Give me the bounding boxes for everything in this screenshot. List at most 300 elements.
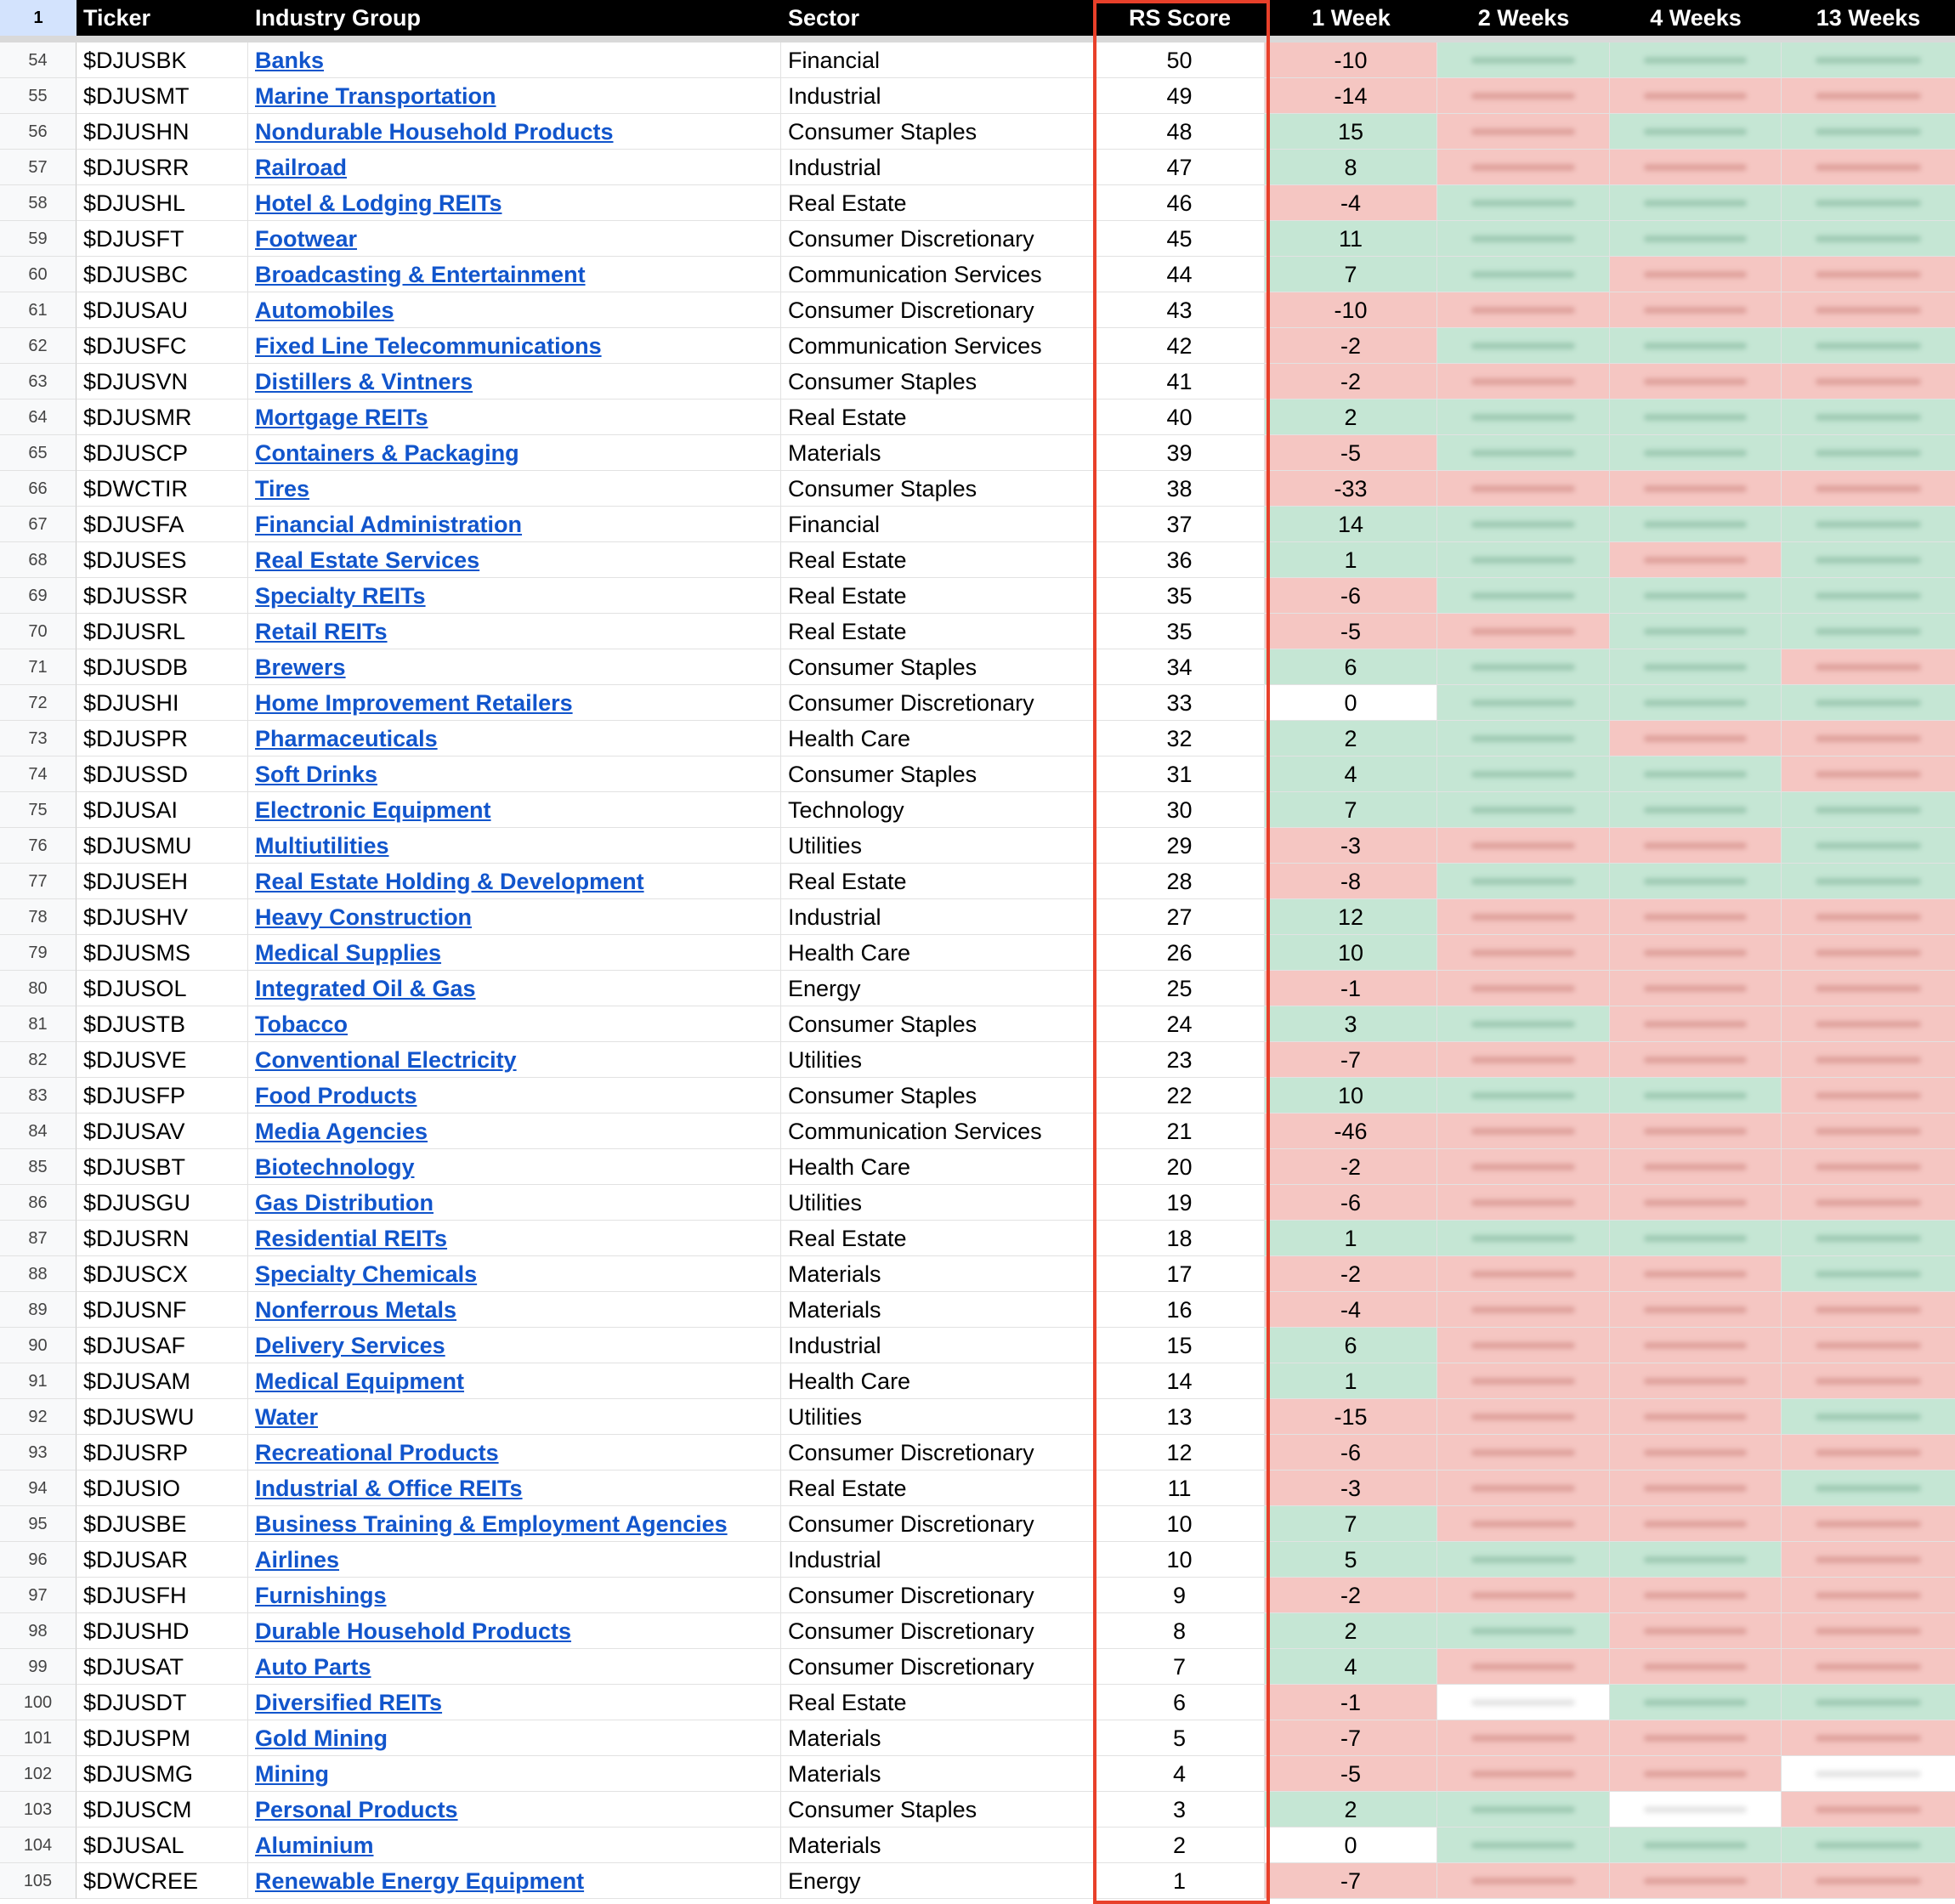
sector-cell[interactable]: Consumer Discretionary (781, 1613, 1095, 1649)
week-4-cell-redacted[interactable] (1610, 1078, 1782, 1114)
industry-group-link[interactable]: Personal Products (255, 1797, 458, 1822)
ticker-cell[interactable]: $DJUSMU (76, 828, 248, 864)
week-13-cell-redacted[interactable] (1782, 78, 1955, 114)
header-industry-group[interactable]: Industry Group (248, 0, 781, 36)
industry-group-link[interactable]: Airlines (255, 1547, 340, 1572)
week-4-cell-redacted[interactable] (1610, 542, 1782, 578)
ticker-cell[interactable]: $DJUSAU (76, 292, 248, 328)
sector-cell[interactable]: Real Estate (781, 614, 1095, 649)
week-2-cell-redacted[interactable] (1437, 614, 1610, 649)
rs-score-cell[interactable]: 8 (1095, 1613, 1265, 1649)
industry-group-cell[interactable] (248, 1006, 781, 1042)
week-13-cell-redacted[interactable] (1782, 828, 1955, 864)
rs-score-cell[interactable]: 4 (1095, 1756, 1265, 1792)
rs-score-cell[interactable]: 45 (1095, 221, 1265, 257)
sector-cell[interactable]: Communication Services (781, 328, 1095, 364)
week-13-cell-redacted[interactable] (1782, 542, 1955, 578)
industry-group-link[interactable]: Mortgage REITs (255, 405, 428, 430)
week-4-cell-redacted[interactable] (1610, 1470, 1782, 1506)
week-2-cell-redacted[interactable] (1437, 1792, 1610, 1828)
week-4-cell-redacted[interactable] (1610, 471, 1782, 507)
row-number[interactable]: 96 (0, 1542, 76, 1578)
sector-cell[interactable]: Materials (781, 1756, 1095, 1792)
industry-group-cell[interactable] (248, 328, 781, 364)
week-2-cell-redacted[interactable] (1437, 1399, 1610, 1435)
sector-cell[interactable]: Consumer Staples (781, 649, 1095, 685)
rs-score-cell[interactable]: 46 (1095, 185, 1265, 221)
week-2-cell-redacted[interactable] (1437, 328, 1610, 364)
ticker-cell[interactable]: $DJUSAV (76, 1114, 248, 1149)
week-1-cell[interactable]: -7 (1265, 1720, 1437, 1756)
week-4-cell-redacted[interactable] (1610, 1720, 1782, 1756)
week-13-cell-redacted[interactable] (1782, 400, 1955, 435)
week-4-cell-redacted[interactable] (1610, 1792, 1782, 1828)
week-4-cell-redacted[interactable] (1610, 828, 1782, 864)
week-2-cell-redacted[interactable] (1437, 578, 1610, 614)
row-number[interactable]: 63 (0, 364, 76, 400)
industry-group-cell[interactable] (248, 1114, 781, 1149)
week-2-cell-redacted[interactable] (1437, 1256, 1610, 1292)
week-2-cell-redacted[interactable] (1437, 471, 1610, 507)
ticker-cell[interactable]: $DJUSSR (76, 578, 248, 614)
industry-group-link[interactable]: Fixed Line Telecommunications (255, 333, 602, 359)
week-2-cell-redacted[interactable] (1437, 292, 1610, 328)
week-4-cell-redacted[interactable] (1610, 1185, 1782, 1221)
week-13-cell-redacted[interactable] (1782, 614, 1955, 649)
week-4-cell-redacted[interactable] (1610, 971, 1782, 1006)
week-2-cell-redacted[interactable] (1437, 1649, 1610, 1685)
row-number[interactable]: 100 (0, 1685, 76, 1720)
row-number[interactable]: 84 (0, 1114, 76, 1149)
sector-cell[interactable]: Real Estate (781, 400, 1095, 435)
week-13-cell-redacted[interactable] (1782, 1185, 1955, 1221)
industry-group-link[interactable]: Pharmaceuticals (255, 726, 438, 751)
industry-group-cell[interactable] (248, 685, 781, 721)
week-1-cell[interactable]: -2 (1265, 1149, 1437, 1185)
ticker-cell[interactable]: $DWCTIR (76, 471, 248, 507)
sector-cell[interactable]: Real Estate (781, 864, 1095, 899)
week-4-cell-redacted[interactable] (1610, 864, 1782, 899)
week-4-cell-redacted[interactable] (1610, 792, 1782, 828)
row-number[interactable]: 68 (0, 542, 76, 578)
industry-group-link[interactable]: Gold Mining (255, 1726, 388, 1751)
industry-group-link[interactable]: Real Estate Services (255, 547, 480, 573)
week-13-cell-redacted[interactable] (1782, 1792, 1955, 1828)
week-13-cell-redacted[interactable] (1782, 1863, 1955, 1899)
industry-group-link[interactable]: Specialty Chemicals (255, 1261, 478, 1287)
ticker-cell[interactable]: $DJUSCX (76, 1256, 248, 1292)
industry-group-cell[interactable] (248, 78, 781, 114)
sector-cell[interactable]: Utilities (781, 1399, 1095, 1435)
week-1-cell[interactable]: 2 (1265, 1613, 1437, 1649)
week-2-cell-redacted[interactable] (1437, 935, 1610, 971)
week-2-cell-redacted[interactable] (1437, 1078, 1610, 1114)
week-2-cell-redacted[interactable] (1437, 864, 1610, 899)
rs-score-cell[interactable]: 47 (1095, 150, 1265, 185)
week-13-cell-redacted[interactable] (1782, 1256, 1955, 1292)
week-2-cell-redacted[interactable] (1437, 1613, 1610, 1649)
row-number[interactable]: 79 (0, 935, 76, 971)
week-1-cell[interactable]: 7 (1265, 792, 1437, 828)
week-2-cell-redacted[interactable] (1437, 78, 1610, 114)
rs-score-cell[interactable]: 42 (1095, 328, 1265, 364)
industry-group-cell[interactable] (248, 471, 781, 507)
rs-score-cell[interactable]: 10 (1095, 1506, 1265, 1542)
sector-cell[interactable]: Real Estate (781, 185, 1095, 221)
rs-score-cell[interactable]: 15 (1095, 1328, 1265, 1363)
header-row-number[interactable]: 1 (0, 0, 76, 36)
industry-group-cell[interactable] (248, 150, 781, 185)
industry-group-cell[interactable] (248, 1792, 781, 1828)
week-4-cell-redacted[interactable] (1610, 1399, 1782, 1435)
industry-group-cell[interactable] (248, 1720, 781, 1756)
ticker-cell[interactable]: $DJUSMR (76, 400, 248, 435)
week-1-cell[interactable]: 11 (1265, 221, 1437, 257)
ticker-cell[interactable]: $DJUSHD (76, 1613, 248, 1649)
week-13-cell-redacted[interactable] (1782, 1506, 1955, 1542)
week-13-cell-redacted[interactable] (1782, 721, 1955, 756)
rs-score-cell[interactable]: 23 (1095, 1042, 1265, 1078)
ticker-cell[interactable]: $DJUSSD (76, 756, 248, 792)
industry-group-link[interactable]: Heavy Construction (255, 904, 473, 930)
week-4-cell-redacted[interactable] (1610, 1328, 1782, 1363)
sector-cell[interactable]: Utilities (781, 828, 1095, 864)
industry-group-link[interactable]: Auto Parts (255, 1654, 371, 1680)
week-13-cell-redacted[interactable] (1782, 1006, 1955, 1042)
industry-group-cell[interactable] (248, 649, 781, 685)
sector-cell[interactable]: Materials (781, 1720, 1095, 1756)
week-2-cell-redacted[interactable] (1437, 114, 1610, 150)
industry-group-link[interactable]: Banks (255, 48, 325, 73)
ticker-cell[interactable]: $DJUSWU (76, 1399, 248, 1435)
week-13-cell-redacted[interactable] (1782, 507, 1955, 542)
week-1-cell[interactable]: 8 (1265, 150, 1437, 185)
industry-group-link[interactable]: Footwear (255, 226, 358, 252)
week-2-cell-redacted[interactable] (1437, 1363, 1610, 1399)
week-4-cell-redacted[interactable] (1610, 756, 1782, 792)
industry-group-link[interactable]: Media Agencies (255, 1119, 428, 1144)
ticker-cell[interactable]: $DJUSHV (76, 899, 248, 935)
rs-score-cell[interactable]: 11 (1095, 1470, 1265, 1506)
week-4-cell-redacted[interactable] (1610, 1578, 1782, 1613)
industry-group-cell[interactable] (248, 828, 781, 864)
rs-score-cell[interactable]: 7 (1095, 1649, 1265, 1685)
industry-group-link[interactable]: Residential REITs (255, 1226, 448, 1251)
header-2-weeks[interactable]: 2 Weeks (1437, 0, 1610, 36)
row-number[interactable]: 57 (0, 150, 76, 185)
week-4-cell-redacted[interactable] (1610, 1828, 1782, 1863)
ticker-cell[interactable]: $DJUSVE (76, 1042, 248, 1078)
sector-cell[interactable]: Energy (781, 971, 1095, 1006)
industry-group-cell[interactable] (248, 899, 781, 935)
week-2-cell-redacted[interactable] (1437, 792, 1610, 828)
week-4-cell-redacted[interactable] (1610, 1435, 1782, 1470)
week-13-cell-redacted[interactable] (1782, 471, 1955, 507)
industry-group-cell[interactable] (248, 1613, 781, 1649)
ticker-cell[interactable]: $DJUSEH (76, 864, 248, 899)
week-1-cell[interactable]: -5 (1265, 1756, 1437, 1792)
industry-group-link[interactable]: Automobiles (255, 298, 394, 323)
week-1-cell[interactable]: 7 (1265, 1506, 1437, 1542)
week-13-cell-redacted[interactable] (1782, 1685, 1955, 1720)
sector-cell[interactable]: Materials (781, 1292, 1095, 1328)
ticker-cell[interactable]: $DJUSBK (76, 42, 248, 78)
week-1-cell[interactable]: -1 (1265, 1685, 1437, 1720)
week-13-cell-redacted[interactable] (1782, 150, 1955, 185)
industry-group-link[interactable]: Specialty REITs (255, 583, 426, 609)
sector-cell[interactable]: Materials (781, 1828, 1095, 1863)
header-13-weeks[interactable]: 13 Weeks (1782, 0, 1955, 36)
industry-group-cell[interactable] (248, 1292, 781, 1328)
week-2-cell-redacted[interactable] (1437, 1221, 1610, 1256)
week-13-cell-redacted[interactable] (1782, 1756, 1955, 1792)
rs-score-cell[interactable]: 29 (1095, 828, 1265, 864)
week-1-cell[interactable]: -15 (1265, 1399, 1437, 1435)
week-1-cell[interactable]: -6 (1265, 578, 1437, 614)
industry-group-cell[interactable] (248, 1542, 781, 1578)
ticker-cell[interactable]: $DJUSAF (76, 1328, 248, 1363)
industry-group-cell[interactable] (248, 1470, 781, 1506)
row-number[interactable]: 99 (0, 1649, 76, 1685)
row-number[interactable]: 95 (0, 1506, 76, 1542)
week-13-cell-redacted[interactable] (1782, 864, 1955, 899)
row-number[interactable]: 76 (0, 828, 76, 864)
industry-group-link[interactable]: Water (255, 1404, 319, 1430)
sector-cell[interactable]: Consumer Discretionary (781, 1435, 1095, 1470)
ticker-cell[interactable]: $DJUSHN (76, 114, 248, 150)
row-number[interactable]: 85 (0, 1149, 76, 1185)
week-1-cell[interactable]: -14 (1265, 78, 1437, 114)
row-number[interactable]: 105 (0, 1863, 76, 1899)
industry-group-cell[interactable] (248, 935, 781, 971)
industry-group-cell[interactable] (248, 1221, 781, 1256)
ticker-cell[interactable]: $DJUSFH (76, 1578, 248, 1613)
industry-group-cell[interactable] (248, 1578, 781, 1613)
week-1-cell[interactable]: -46 (1265, 1114, 1437, 1149)
ticker-cell[interactable]: $DJUSCP (76, 435, 248, 471)
ticker-cell[interactable]: $DJUSOL (76, 971, 248, 1006)
week-4-cell-redacted[interactable] (1610, 292, 1782, 328)
ticker-cell[interactable]: $DJUSFP (76, 1078, 248, 1114)
industry-group-link[interactable]: Real Estate Holding & Development (255, 869, 644, 894)
week-4-cell-redacted[interactable] (1610, 614, 1782, 649)
row-number[interactable]: 70 (0, 614, 76, 649)
row-number[interactable]: 77 (0, 864, 76, 899)
week-2-cell-redacted[interactable] (1437, 1042, 1610, 1078)
industry-group-link[interactable]: Medical Supplies (255, 940, 442, 966)
sector-cell[interactable]: Industrial (781, 150, 1095, 185)
week-13-cell-redacted[interactable] (1782, 1613, 1955, 1649)
ticker-cell[interactable]: $DJUSFC (76, 328, 248, 364)
industry-group-cell[interactable] (248, 1506, 781, 1542)
rs-score-cell[interactable]: 9 (1095, 1578, 1265, 1613)
industry-group-cell[interactable] (248, 864, 781, 899)
row-number[interactable]: 59 (0, 221, 76, 257)
sector-cell[interactable]: Utilities (781, 1185, 1095, 1221)
sector-cell[interactable]: Consumer Staples (781, 1792, 1095, 1828)
sector-cell[interactable]: Health Care (781, 1149, 1095, 1185)
week-1-cell[interactable]: 2 (1265, 721, 1437, 756)
industry-group-link[interactable]: Diversified REITs (255, 1690, 443, 1715)
row-number[interactable]: 82 (0, 1042, 76, 1078)
industry-group-link[interactable]: Electronic Equipment (255, 797, 491, 823)
industry-group-link[interactable]: Durable Household Products (255, 1618, 572, 1644)
ticker-cell[interactable]: $DJUSCM (76, 1792, 248, 1828)
week-2-cell-redacted[interactable] (1437, 649, 1610, 685)
rs-score-cell[interactable]: 49 (1095, 78, 1265, 114)
sector-cell[interactable]: Health Care (781, 1363, 1095, 1399)
week-4-cell-redacted[interactable] (1610, 185, 1782, 221)
sector-cell[interactable]: Industrial (781, 78, 1095, 114)
header-4-weeks[interactable]: 4 Weeks (1610, 0, 1782, 36)
week-1-cell[interactable]: 6 (1265, 649, 1437, 685)
row-number[interactable]: 93 (0, 1435, 76, 1470)
industry-group-link[interactable]: Tobacco (255, 1012, 348, 1037)
week-13-cell-redacted[interactable] (1782, 1149, 1955, 1185)
week-4-cell-redacted[interactable] (1610, 578, 1782, 614)
week-1-cell[interactable]: 2 (1265, 1792, 1437, 1828)
week-4-cell-redacted[interactable] (1610, 1863, 1782, 1899)
week-4-cell-redacted[interactable] (1610, 649, 1782, 685)
industry-group-cell[interactable] (248, 1863, 781, 1899)
sector-cell[interactable]: Energy (781, 1863, 1095, 1899)
week-13-cell-redacted[interactable] (1782, 435, 1955, 471)
week-1-cell[interactable]: 0 (1265, 1828, 1437, 1863)
week-13-cell-redacted[interactable] (1782, 1292, 1955, 1328)
row-number[interactable]: 74 (0, 756, 76, 792)
week-4-cell-redacted[interactable] (1610, 1042, 1782, 1078)
row-number[interactable]: 75 (0, 792, 76, 828)
week-2-cell-redacted[interactable] (1437, 1328, 1610, 1363)
industry-group-cell[interactable] (248, 507, 781, 542)
rs-score-cell[interactable]: 5 (1095, 1720, 1265, 1756)
industry-group-link[interactable]: Hotel & Lodging REITs (255, 190, 502, 216)
industry-group-link[interactable]: Broadcasting & Entertainment (255, 262, 586, 287)
week-4-cell-redacted[interactable] (1610, 1542, 1782, 1578)
rs-score-cell[interactable]: 39 (1095, 435, 1265, 471)
header-rs-score[interactable]: RS Score (1095, 0, 1265, 36)
sector-cell[interactable]: Health Care (781, 721, 1095, 756)
week-4-cell-redacted[interactable] (1610, 400, 1782, 435)
sector-cell[interactable]: Consumer Discretionary (781, 1578, 1095, 1613)
week-2-cell-redacted[interactable] (1437, 1685, 1610, 1720)
ticker-cell[interactable]: $DJUSDB (76, 649, 248, 685)
week-13-cell-redacted[interactable] (1782, 1720, 1955, 1756)
sector-cell[interactable]: Industrial (781, 1328, 1095, 1363)
row-number[interactable]: 56 (0, 114, 76, 150)
row-number[interactable]: 104 (0, 1828, 76, 1863)
industry-group-cell[interactable] (248, 1256, 781, 1292)
row-number[interactable]: 83 (0, 1078, 76, 1114)
ticker-cell[interactable]: $DJUSHI (76, 685, 248, 721)
industry-group-link[interactable]: Biotechnology (255, 1154, 415, 1180)
industry-group-link[interactable]: Integrated Oil & Gas (255, 976, 476, 1001)
industry-group-cell[interactable] (248, 185, 781, 221)
row-number[interactable]: 89 (0, 1292, 76, 1328)
row-number[interactable]: 62 (0, 328, 76, 364)
week-13-cell-redacted[interactable] (1782, 935, 1955, 971)
week-13-cell-redacted[interactable] (1782, 578, 1955, 614)
week-13-cell-redacted[interactable] (1782, 685, 1955, 721)
week-1-cell[interactable]: -6 (1265, 1435, 1437, 1470)
week-1-cell[interactable]: -3 (1265, 828, 1437, 864)
sector-cell[interactable]: Industrial (781, 899, 1095, 935)
rs-score-cell[interactable]: 33 (1095, 685, 1265, 721)
industry-group-cell[interactable] (248, 1363, 781, 1399)
industry-group-link[interactable]: Distillers & Vintners (255, 369, 473, 394)
rs-score-cell[interactable]: 30 (1095, 792, 1265, 828)
row-number[interactable]: 73 (0, 721, 76, 756)
week-1-cell[interactable]: 10 (1265, 935, 1437, 971)
rs-score-cell[interactable]: 2 (1095, 1828, 1265, 1863)
rs-score-cell[interactable]: 50 (1095, 42, 1265, 78)
industry-group-cell[interactable] (248, 42, 781, 78)
week-1-cell[interactable]: -8 (1265, 864, 1437, 899)
week-13-cell-redacted[interactable] (1782, 1114, 1955, 1149)
week-13-cell-redacted[interactable] (1782, 649, 1955, 685)
rs-score-cell[interactable]: 41 (1095, 364, 1265, 400)
industry-group-cell[interactable] (248, 578, 781, 614)
industry-group-cell[interactable] (248, 1756, 781, 1792)
row-number[interactable]: 87 (0, 1221, 76, 1256)
week-4-cell-redacted[interactable] (1610, 1649, 1782, 1685)
industry-group-link[interactable]: Business Training & Employment Agencies (255, 1511, 728, 1537)
industry-group-link[interactable]: Food Products (255, 1083, 417, 1108)
sector-cell[interactable]: Real Estate (781, 542, 1095, 578)
sector-cell[interactable]: Health Care (781, 935, 1095, 971)
week-2-cell-redacted[interactable] (1437, 150, 1610, 185)
week-13-cell-redacted[interactable] (1782, 1828, 1955, 1863)
row-number[interactable]: 58 (0, 185, 76, 221)
week-1-cell[interactable]: 4 (1265, 756, 1437, 792)
sector-cell[interactable]: Consumer Discretionary (781, 1506, 1095, 1542)
sector-cell[interactable]: Consumer Staples (781, 1006, 1095, 1042)
week-1-cell[interactable]: -10 (1265, 42, 1437, 78)
rs-score-cell[interactable]: 35 (1095, 614, 1265, 649)
ticker-cell[interactable]: $DJUSMS (76, 935, 248, 971)
week-2-cell-redacted[interactable] (1437, 1435, 1610, 1470)
week-1-cell[interactable]: -5 (1265, 614, 1437, 649)
industry-group-link[interactable]: Recreational Products (255, 1440, 499, 1465)
week-1-cell[interactable]: -4 (1265, 185, 1437, 221)
sector-cell[interactable]: Real Estate (781, 1470, 1095, 1506)
industry-group-cell[interactable] (248, 542, 781, 578)
rs-score-cell[interactable]: 44 (1095, 257, 1265, 292)
week-2-cell-redacted[interactable] (1437, 42, 1610, 78)
week-1-cell[interactable]: -2 (1265, 1578, 1437, 1613)
week-2-cell-redacted[interactable] (1437, 185, 1610, 221)
week-4-cell-redacted[interactable] (1610, 257, 1782, 292)
week-1-cell[interactable]: -6 (1265, 1185, 1437, 1221)
week-1-cell[interactable]: -2 (1265, 1256, 1437, 1292)
week-2-cell-redacted[interactable] (1437, 756, 1610, 792)
row-number[interactable]: 55 (0, 78, 76, 114)
week-2-cell-redacted[interactable] (1437, 1542, 1610, 1578)
ticker-cell[interactable]: $DJUSRN (76, 1221, 248, 1256)
sector-cell[interactable]: Consumer Discretionary (781, 221, 1095, 257)
ticker-cell[interactable]: $DJUSHL (76, 185, 248, 221)
ticker-cell[interactable]: $DJUSBC (76, 257, 248, 292)
row-number[interactable]: 69 (0, 578, 76, 614)
week-13-cell-redacted[interactable] (1782, 257, 1955, 292)
industry-group-cell[interactable] (248, 1828, 781, 1863)
industry-group-cell[interactable] (248, 1685, 781, 1720)
industry-group-link[interactable]: Medical Equipment (255, 1368, 465, 1394)
week-4-cell-redacted[interactable] (1610, 42, 1782, 78)
sector-cell[interactable]: Communication Services (781, 1114, 1095, 1149)
week-1-cell[interactable]: 12 (1265, 899, 1437, 935)
sector-cell[interactable]: Technology (781, 792, 1095, 828)
